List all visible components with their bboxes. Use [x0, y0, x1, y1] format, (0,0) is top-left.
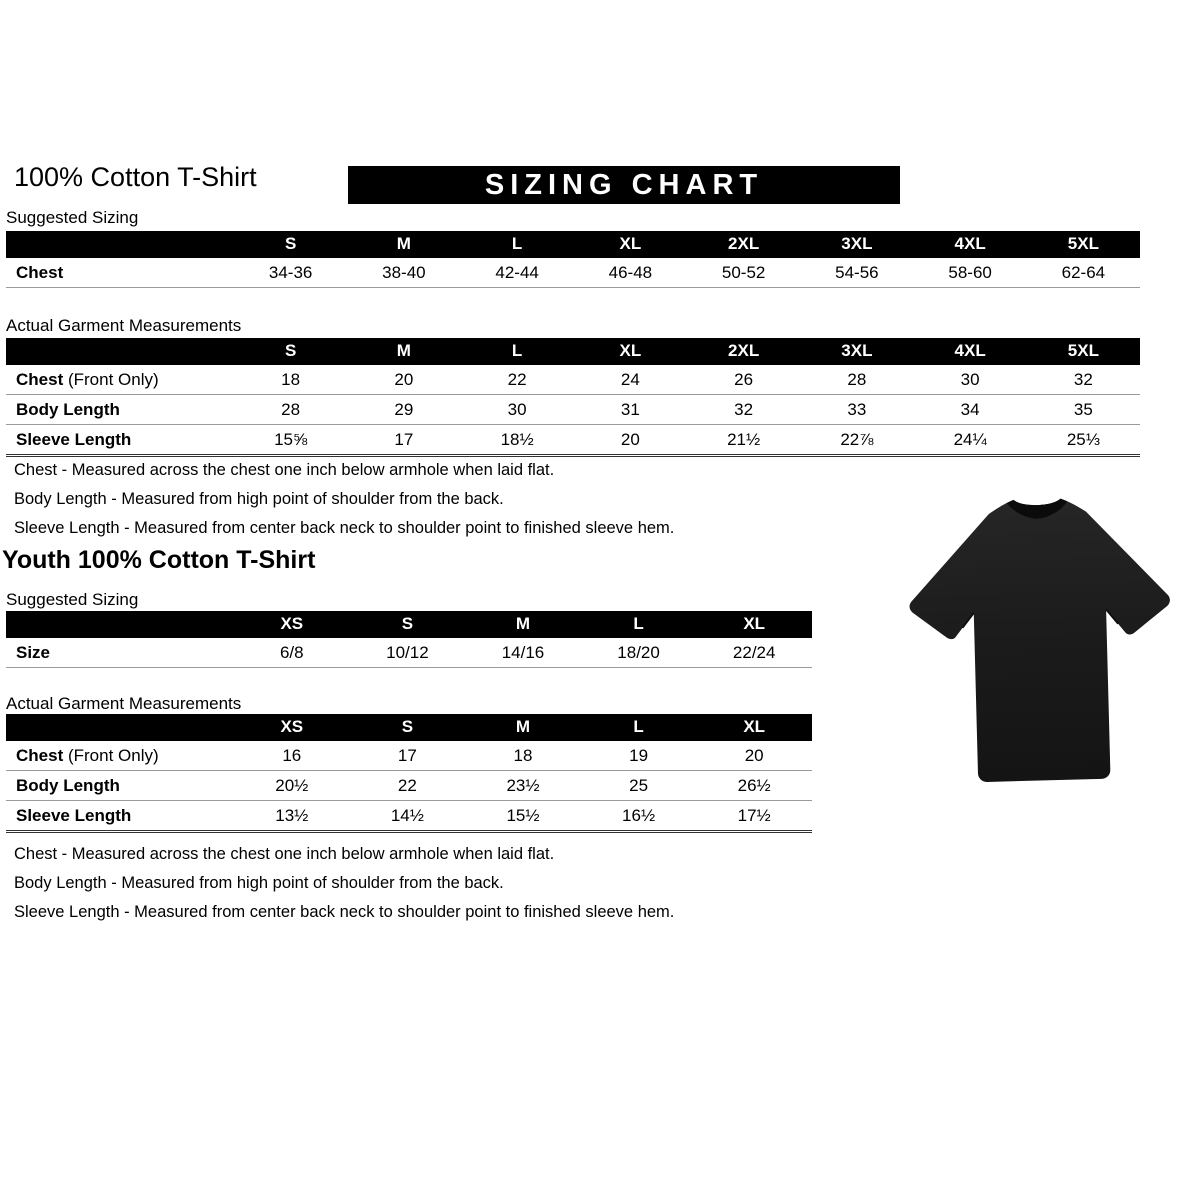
youth-suggested-sizing-table: [6, 611, 812, 668]
youth-measurement-notes: [14, 840, 674, 927]
row-label: Size: [6, 638, 234, 668]
size-column-header: L: [581, 714, 697, 741]
measurement-cell: 18/20: [581, 638, 697, 668]
measurement-cell: 32: [687, 395, 800, 425]
measurement-cell: 24¼: [914, 425, 1027, 456]
measurement-cell: 32: [1027, 365, 1140, 395]
measurement-cell: 15½: [465, 801, 581, 832]
measurement-cell: 25: [581, 771, 697, 801]
measurement-cell: 38-40: [347, 258, 460, 288]
measurement-cell: 20: [574, 425, 687, 456]
note-body-length: Body Length - Measured from high point of shoulder from the back.: [14, 874, 504, 892]
measurement-cell: 42-44: [461, 258, 574, 288]
measurement-cell: 17½: [696, 801, 812, 832]
tshirt-body: [907, 496, 1175, 784]
youth-actual-measurements-table: [6, 714, 812, 833]
row-label: Body Length: [6, 771, 234, 801]
size-column-header: L: [461, 338, 574, 365]
youth-suggested-sizing-label: Suggested Sizing: [6, 590, 139, 609]
size-header-row: [6, 231, 1140, 258]
measurement-cell: 54-56: [800, 258, 913, 288]
size-column-header: S: [234, 338, 347, 365]
size-column-header: 4XL: [914, 338, 1027, 365]
row-label: Chest (Front Only): [6, 365, 234, 395]
measurement-row: [6, 801, 812, 832]
measurement-row: [6, 638, 812, 668]
size-column-header: S: [350, 714, 466, 741]
size-column-header: 3XL: [800, 338, 913, 365]
size-table: [6, 611, 812, 668]
measurement-cell: 18½: [461, 425, 574, 456]
measurement-cell: 31: [574, 395, 687, 425]
measurement-cell: 26½: [696, 771, 812, 801]
measurement-cell: 19: [581, 741, 697, 771]
measurement-cell: 62-64: [1027, 258, 1140, 288]
measurement-cell: 33: [800, 395, 913, 425]
size-column-header: XL: [696, 611, 812, 638]
size-column-header: M: [465, 714, 581, 741]
size-column-header: 3XL: [800, 231, 913, 258]
measurement-cell: 18: [465, 741, 581, 771]
row-label: Chest: [6, 258, 234, 288]
black-tshirt-image: [895, 476, 1187, 838]
label-column-header: [6, 231, 234, 258]
row-label: Chest (Front Only): [6, 741, 234, 771]
measurement-row: [6, 741, 812, 771]
note-sleeve-length: Sleeve Length - Measured from center back neck to shoulder point to finished sleeve hem.: [14, 903, 675, 921]
size-table: [6, 231, 1140, 288]
size-column-header: XL: [696, 714, 812, 741]
size-column-header: XL: [574, 338, 687, 365]
measurement-cell: 23½: [465, 771, 581, 801]
youth-actual-measurements-label: Actual Garment Measurements: [6, 694, 242, 713]
measurement-cell: 34: [914, 395, 1027, 425]
measurement-cell: 17: [347, 425, 460, 456]
measurement-cell: 17: [350, 741, 466, 771]
adult-measurement-notes: [14, 456, 674, 543]
measurement-cell: 28: [234, 395, 347, 425]
measurement-cell: 58-60: [914, 258, 1027, 288]
measurement-cell: 16½: [581, 801, 697, 832]
label-column-header: [6, 714, 234, 741]
measurement-cell: 20½: [234, 771, 350, 801]
size-column-header: L: [461, 231, 574, 258]
size-column-header: M: [347, 338, 460, 365]
measurement-cell: 34-36: [234, 258, 347, 288]
measurement-cell: 10/12: [350, 638, 466, 668]
size-column-header: M: [347, 231, 460, 258]
measurement-cell: 22⅞: [800, 425, 913, 456]
row-label: Sleeve Length: [6, 801, 234, 832]
measurement-cell: 22: [461, 365, 574, 395]
measurement-cell: 18: [234, 365, 347, 395]
size-column-header: L: [581, 611, 697, 638]
measurement-cell: 24: [574, 365, 687, 395]
measurement-cell: 35: [1027, 395, 1140, 425]
measurement-row: [6, 258, 1140, 288]
measurement-cell: 28: [800, 365, 913, 395]
size-column-header: 5XL: [1027, 231, 1140, 258]
measurement-cell: 50-52: [687, 258, 800, 288]
measurement-row: [6, 425, 1140, 456]
measurement-cell: 22: [350, 771, 466, 801]
measurement-cell: 30: [461, 395, 574, 425]
size-column-header: XS: [234, 714, 350, 741]
size-table: [6, 338, 1140, 457]
measurement-cell: 14/16: [465, 638, 581, 668]
note-chest: Chest - Measured across the chest one inch below armhole when laid flat.: [14, 461, 555, 479]
size-header-row: [6, 611, 812, 638]
adult-suggested-sizing-label: Suggested Sizing: [6, 208, 139, 227]
measurement-cell: 29: [347, 395, 460, 425]
size-column-header: 2XL: [687, 231, 800, 258]
measurement-cell: 21½: [687, 425, 800, 456]
size-column-header: 5XL: [1027, 338, 1140, 365]
adult-actual-measurements-table: [6, 338, 1140, 457]
note-chest: Chest - Measured across the chest one inch below armhole when laid flat.: [14, 845, 555, 863]
size-column-header: 2XL: [687, 338, 800, 365]
size-column-header: S: [350, 611, 466, 638]
size-table: [6, 714, 812, 833]
measurement-row: [6, 395, 1140, 425]
size-column-header: XL: [574, 231, 687, 258]
note-sleeve-length: Sleeve Length - Measured from center back neck to shoulder point to finished sleeve hem.: [14, 519, 675, 537]
measurement-cell: 25⅓: [1027, 425, 1140, 456]
measurement-cell: 14½: [350, 801, 466, 832]
row-label: Body Length: [6, 395, 234, 425]
measurement-cell: 26: [687, 365, 800, 395]
note-body-length: Body Length - Measured from high point of shoulder from the back.: [14, 490, 504, 508]
youth-title: Youth 100% Cotton T-Shirt: [2, 546, 316, 574]
measurement-row: [6, 365, 1140, 395]
measurement-cell: 22/24: [696, 638, 812, 668]
measurement-cell: 15⅝: [234, 425, 347, 456]
measurement-cell: 20: [347, 365, 460, 395]
measurement-cell: 46-48: [574, 258, 687, 288]
size-column-header: S: [234, 231, 347, 258]
size-column-header: M: [465, 611, 581, 638]
measurement-cell: 20: [696, 741, 812, 771]
measurement-cell: 30: [914, 365, 1027, 395]
row-label: Sleeve Length: [6, 425, 234, 456]
measurement-cell: 13½: [234, 801, 350, 832]
adult-title: 100% Cotton T-Shirt: [14, 162, 257, 192]
size-column-header: XS: [234, 611, 350, 638]
adult-suggested-sizing-table: [6, 231, 1140, 288]
measurement-cell: 6/8: [234, 638, 350, 668]
size-header-row: [6, 338, 1140, 365]
size-header-row: [6, 714, 812, 741]
measurement-cell: 16: [234, 741, 350, 771]
adult-actual-measurements-label: Actual Garment Measurements: [6, 316, 242, 335]
sizing-chart-banner: SIZING CHART: [348, 166, 900, 204]
label-column-header: [6, 611, 234, 638]
label-column-header: [6, 338, 234, 365]
size-column-header: 4XL: [914, 231, 1027, 258]
measurement-row: [6, 771, 812, 801]
